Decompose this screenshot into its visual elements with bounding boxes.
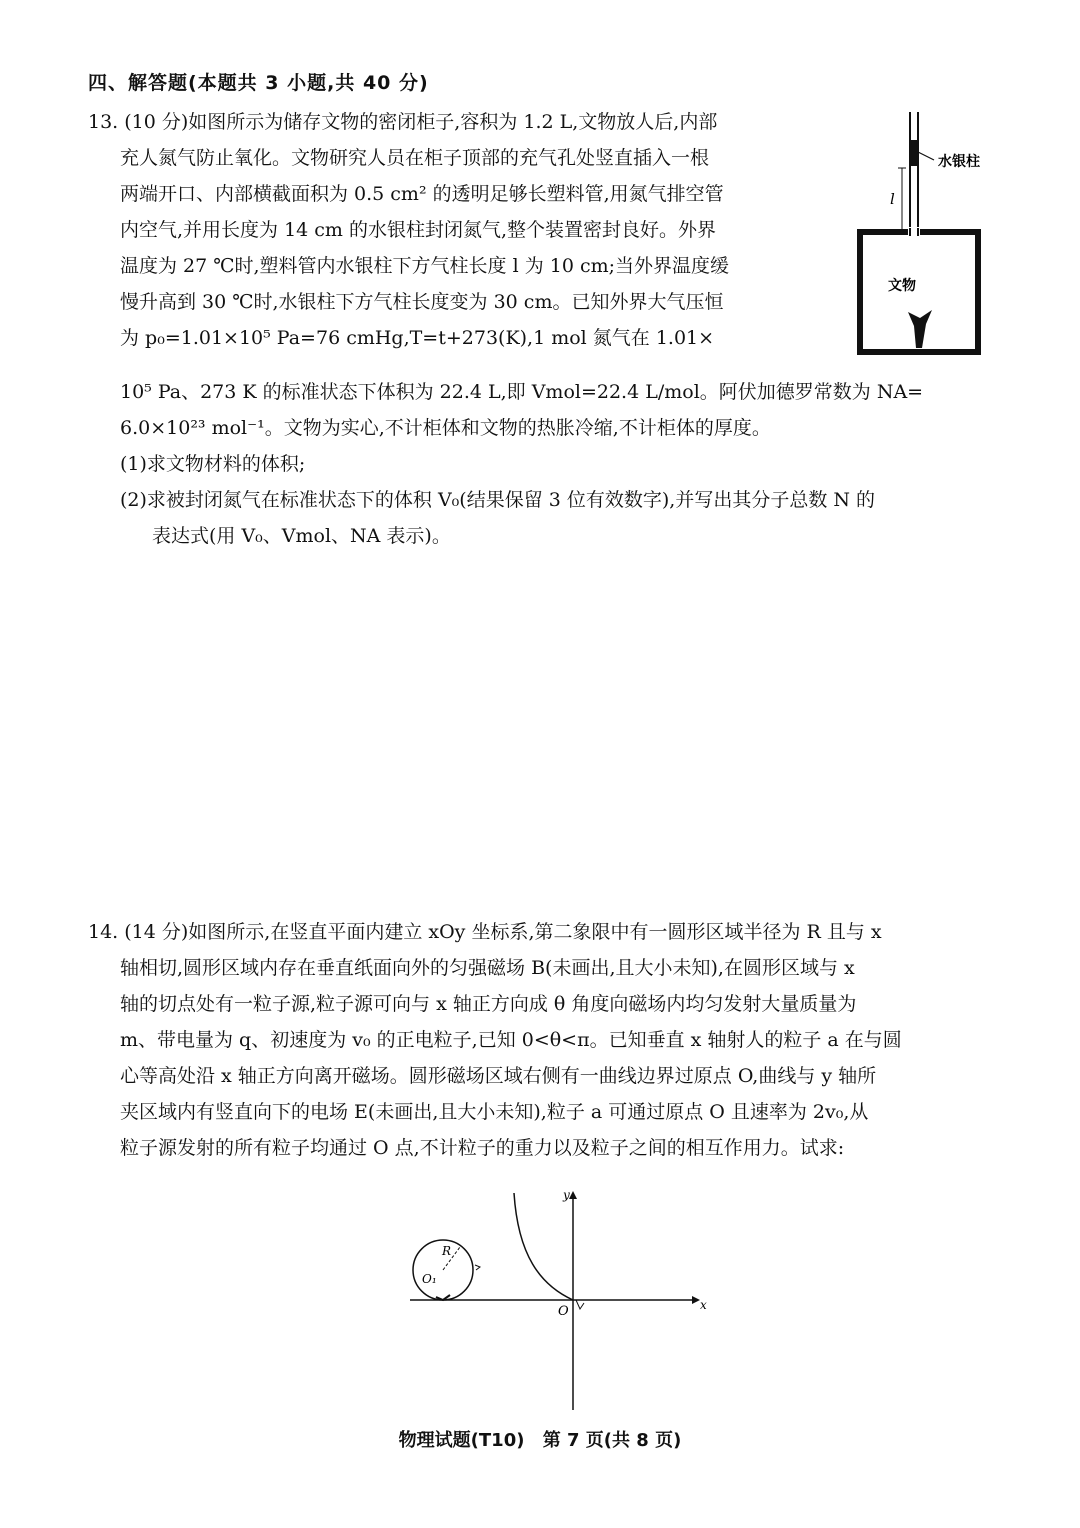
length-label: l bbox=[890, 190, 895, 208]
q13-line: 两端开口、内部横截面积为 0.5 cm² 的透明足够长塑料管,用氮气排空管 bbox=[120, 183, 724, 205]
radius-label: R bbox=[442, 1244, 452, 1258]
footer-subject: 物理试题(T10) bbox=[398, 1430, 525, 1451]
origin-label: O bbox=[558, 1304, 569, 1319]
question-13-continued bbox=[88, 374, 1008, 554]
q14-line: 14. (14 分)如图所示,在竖直平面内建立 xOy 坐标系,第二象限中有一圆形区域半径为 R 且与 x bbox=[88, 921, 882, 943]
q14-line: 夹区域内有竖直向下的电场 E(未画出,且大小未知),粒子 a 可通过原点 O 且速率为 2v₀,从 bbox=[120, 1101, 869, 1123]
question-14 bbox=[88, 914, 1008, 1166]
q14-line: 轴相切,圆形区域内存在垂直纸面向外的匀强磁场 B(未画出,且大小未知),在圆形区域与 x bbox=[120, 957, 855, 979]
q13-line: 10⁵ Pa、273 K 的标准状态下体积为 22.4 L,即 Vmol=22.4 L/mol。阿伏加德罗常数为 NA= bbox=[120, 381, 924, 403]
object-label: 文物 bbox=[888, 278, 916, 294]
section-title: 四、解答题(本题共 3 小题,共 40 分) bbox=[88, 72, 429, 94]
q13-line: 6.0×10²³ mol⁻¹。文物为实心,不计柜体和文物的热胀冷缩,不计柜体的厚度。 bbox=[120, 417, 771, 439]
q13-line: 内空气,并用长度为 14 cm 的水银柱封闭氮气,整个装置密封良好。外界 bbox=[120, 219, 717, 241]
coordinate-diagram bbox=[400, 1185, 720, 1415]
q13-line: 慢升高到 30 ℃时,水银柱下方气柱长度变为 30 cm。已知外界大气压恒 bbox=[120, 291, 724, 313]
q14-line: 心等高处沿 x 轴正方向离开磁场。圆形磁场区域右侧有一曲线边界过原点 O,曲线与 y 轴所 bbox=[120, 1065, 877, 1087]
q13-line: 充人氮气防止氧化。文物研究人员在柜子顶部的充气孔处竖直插入一根 bbox=[120, 147, 710, 169]
boundary-curve bbox=[514, 1193, 573, 1300]
x-label: x bbox=[700, 1298, 707, 1312]
q13-line: 温度为 27 ℃时,塑料管内水银柱下方气柱长度 l 为 10 cm;当外界温度缓 bbox=[120, 255, 730, 277]
x-arrow bbox=[692, 1296, 700, 1304]
q14-line: 粒子源发射的所有粒子均通过 O 点,不计粒子的重力以及粒子之间的相互作用力。试求: bbox=[120, 1137, 845, 1159]
footer-page: 第 7 页(共 8 页) bbox=[542, 1430, 682, 1451]
q13-line: 为 p₀=1.01×10⁵ Pa=76 cmHg,T=t+273(K),1 mol 氮气在 1.01× bbox=[120, 327, 715, 349]
cabinet-diagram bbox=[850, 112, 1010, 362]
y-arrow bbox=[569, 1191, 577, 1199]
particle-exit-arrow bbox=[576, 1300, 584, 1309]
q13-line: 13. (10 分)如图所示为储存文物的密闭柜子,容积为 1.2 L,文物放人后,内部 bbox=[88, 111, 718, 133]
page-footer bbox=[0, 1426, 1080, 1452]
mercury-label: 水银柱 bbox=[938, 154, 980, 170]
mercury-pointer bbox=[918, 152, 934, 160]
center-label: O₁ bbox=[422, 1272, 437, 1286]
q13-part-1: (1)求文物材料的体积; bbox=[120, 453, 306, 475]
q13-part-2-cont: 表达式(用 V₀、Vmol、NA 表示)。 bbox=[152, 525, 451, 547]
y-label: y bbox=[563, 1188, 570, 1202]
q13-part-2: (2)求被封闭氮气在标准状态下的体积 V₀(结果保留 3 位有效数字),并写出其分子总数 N 的 bbox=[120, 489, 876, 511]
question-13 bbox=[88, 104, 828, 356]
q14-line: m、带电量为 q、初速度为 v₀ 的正电粒子,已知 0<θ<π。已知垂直 x 轴射人的粒子 a 在与圆 bbox=[120, 1029, 902, 1051]
mercury-column bbox=[911, 140, 917, 166]
particle-a-arrow bbox=[475, 1265, 480, 1270]
relic-icon bbox=[908, 310, 932, 348]
q14-line: 轴的切点处有一粒子源,粒子源可向与 x 轴正方向成 θ 角度向磁场内均匀发射大量质量为 bbox=[120, 993, 857, 1015]
